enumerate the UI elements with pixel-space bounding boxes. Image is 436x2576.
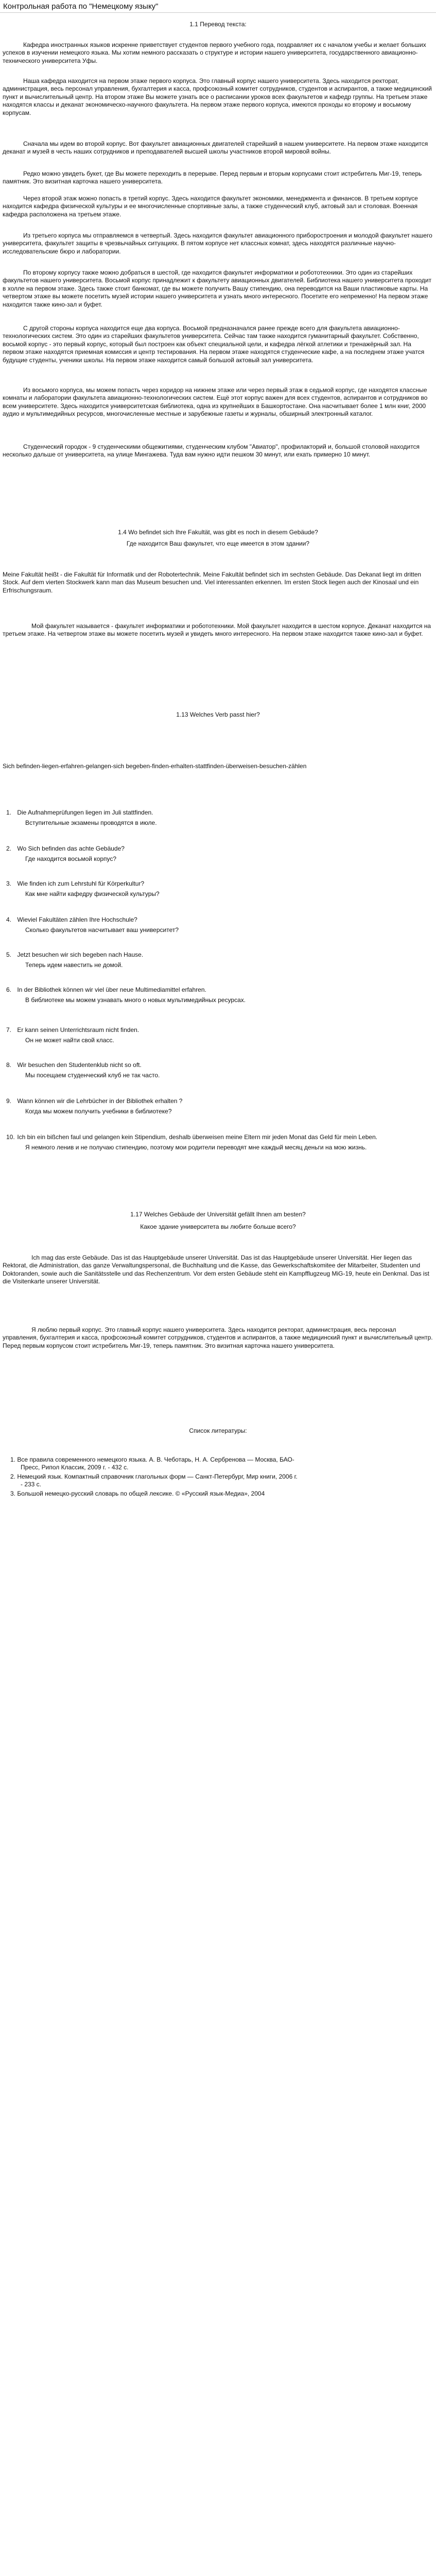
paragraph: Через второй этаж можно попасть в третий корпус. Здесь находится факультет экономики, менеджмента и финансов. В третьем корпусе находится кафедра физической культуры и ее многочисленные спортивные залы, а также студенческий клуб, актовый зал и столовая. Военная кафедра расположена на третьем этаже. [3, 195, 418, 218]
exercise-item [6, 986, 428, 1005]
item-answer: Когда мы можем получить учебники в библиотеке? [25, 1108, 172, 1115]
item-answer: Теперь идем навестить не домой. [25, 961, 123, 969]
item-text: Jetzt besuchen wir sich begeben nach Hause. [17, 951, 144, 958]
item-text: Wieviel Fakultäten zählen Ihre Hochschule? [17, 916, 137, 923]
exercise-item [6, 1061, 428, 1080]
section-heading-1-13: 1.13 Welches Verb passt hier? [176, 711, 260, 718]
item-text: Wann können wir die Lehrbücher in der Bibliothek erhalten ? [17, 1097, 183, 1105]
exercise-item [6, 951, 428, 970]
paragraph: Мой факультет называется - факультет информатики и робототехники. Мой факультет находится в шестом корпусе. Деканат находится на третьем этаже. На четвертом этаже вы можете посетить музей и увидеть много интересного. На первом этаже находится также кино-зал и буфет. [3, 622, 431, 638]
exercise-item [6, 809, 428, 827]
exercise-item [6, 1097, 428, 1116]
item-number: 3. [6, 880, 12, 887]
paragraph: Из третьего корпуса мы отправляемся в четвертый. Здесь находится факультет авиационного приборостроения и молодой факультет нашего университета, факультет защиты в чрезвычайных ситуациях. В пятом корпусе нет классных комнат, здесь находятся различные научно-исследовательские бюро и лаборатории. [3, 232, 432, 255]
paragraph: Сначала мы идем во второй корпус. Вот факультет авиационных двигателей старейший в нашем университете. На первом этаже находится деканат и музей в честь наших сотрудников и преподавателей высшей школы участников второй мировой войны. [3, 140, 428, 156]
exercise-item [6, 845, 428, 863]
paragraph: Наша кафедра находится на первом этаже первого корпуса. Это главный корпус нашего университета. Здесь находится ректорат, администрация, весь персонал управления, бухгалтерия и касса, профсоюзный комитет сотрудников, студентов и аспирантов, а также медицинский пункт и вычислительный центр. На втором этаже Вы можете узнать все о расписании уроков всех факультетов и кафедр группы. На третьем этаже находятся классы и деканат экономическо-научного факультета. На первом этаже первого корпуса, имеются проходы ко второму и восьмому корпусам. [3, 77, 432, 116]
section-heading-1-1: 1.1 Перевод текста: [189, 21, 247, 28]
item-answer: Мы посещаем студенческий клуб не так часто. [25, 1072, 160, 1079]
section-subheading-1-17: Какое здание университета вы любите больше всего? [140, 1223, 296, 1230]
paragraph: С другой стороны корпуса находится еще два корпуса. Восьмой предназначался ранее прежде всего для факультета авиационно-технологических систем. Это один из старейших факультетов университета. Сейчас там также находится гуманитарный факультет. Собственно, восьмой корпус - это первый корпус, который был построен как объект специальной цели, и кафедра лёгкой атлетики и тренажёрный зал. На первом этаже находятся приемная комиссия и центр тестирования. На первом этаже находятся студенческие кафе, а на последнем этаже учатся будущие студенты, ученики школы. На первом этаже находится самый большой актовый зал университета. [3, 325, 425, 364]
literature-heading: Список литературы: [189, 1427, 247, 1434]
item-number: 2. [6, 845, 12, 852]
item-number: 5. [6, 951, 12, 958]
literature-list [10, 1456, 299, 1499]
section-subheading-1-4: Где находится Ваш факультет, что еще имеется в этом здании? [126, 540, 310, 547]
item-number: 1. [6, 809, 12, 816]
paragraph: По второму корпусу также можно добраться в шестой, где находится факультет информатики и робототехники. Это один из старейших факультетов нашего университета. Восьмой корпус принадлежит к факультету авиационных двигателей. Библиотека нашего университета проходит в холле на первом этаже. Здесь также стоит банкомат, где вы можете получить Вашу стипендию, она переводится на Ваши пластиковые карты. На четвертом этаже вы можете посетить музей истории нашего университета и узнать много интересного. Посетите его непременно! На первом этаже находится также кино-зал и буфет. [3, 269, 432, 308]
item-number: 7. [6, 1026, 12, 1033]
paragraph: Я люблю первый корпус. Это главный корпус нашего университета. Здесь находится ректорат, администрация, весь персонал управления, бухгалтерия и касса, профсоюзный комитет сотрудников, студентов и аспирантов, а также медицинский пункт и вычислительный центр. Перед первым корпусом стоит истребитель Миг-19, теперь памятник. Это визитная карточка нашего университета. [3, 1326, 433, 1349]
literature-item: 3. Большой немецко-русский словарь по общей лексике. © «Русский язык-Медиа», 2004 [10, 1489, 265, 1497]
paragraph: Кафедра иностранных языков искренне приветствует студентов первого учебного года, поздравляет их с началом учебы и желает больших успехов в изучении немецкого языка. Мы хотим немного рассказать о структуре и истории нашего университета, государственного авиационно-технического университета Уфы. [3, 41, 426, 64]
paragraph: Из восьмого корпуса, мы можем попасть через коридор на нижнем этаже или через первый этаж в седьмой корпус, где находятся классные комнаты и лаборатории факультета авиационно-технологических систем. Ещё этот корпус важен для всех студентов, аспирантов и сотрудников во всем университете. Здесь находится университетская библиотека, одна из крупнейших в Башкортостане. Она насчитывает более 1 млн книг, 2000 аудио и мультимедийных ресурсов, многочисленные местные и зарубежные газеты и журналы, обширный электронный каталог. [3, 386, 428, 418]
item-text: Wie finden ich zum Lehrstuhl für Körperkultur? [17, 880, 145, 887]
literature-item: 1. Все правила современного немецкого языка. А. В. Чеботарь, Н. А. Сербренова — Москва, БАО-Пресс, Рипол Классик, 2009 г. - 432 с. [10, 1456, 294, 1471]
item-answer: Вступительные экзамены проводятся в июле. [25, 819, 157, 827]
item-text: Die Aufnahmeprüfungen liegen im Juli stattfinden. [17, 809, 153, 816]
item-number: 6. [6, 986, 12, 993]
exercise-item [6, 916, 428, 935]
section-heading-1-4: 1.4 Wo befindet sich Ihre Fakultät, was gibt es noch in diesem Gebäude? [118, 529, 318, 536]
verb-list: Sich befinden-liegen-erfahren-gelangen-sich begeben-finden-erhalten-stattfinden-überweisen-besuchen-zählen [3, 762, 307, 770]
paragraph: Meine Fakultät heißt - die Fakultät für Informatik und der Robotertechnik. Meine Fakultät befindet sich im sechsten Gebäude. Das Dekanat liegt im dritten Stock. Auf dem vierten Stockwerk kann man das Museum besuchen und. Viel interessanten erkennen. Im ersten Stock liegen auch der Kinosaal und ein Erfrischungsraum. [3, 571, 422, 594]
item-text: Wir besuchen den Studentenklub nicht so oft. [17, 1061, 142, 1069]
item-answer: Я немного ленив и не получаю стипендию, поэтому мои родители переводят мне каждый месяц деньги на мою жизнь. [25, 1144, 367, 1151]
item-answer: Как мне найти кафедру физической культуры? [25, 890, 160, 898]
literature-item: 2. Немецкий язык. Компактный справочник глагольных форм — Санкт-Петербург, Мир книги, 2006 г. - 233 с. [10, 1472, 298, 1488]
item-number: 9. [6, 1097, 12, 1105]
title-divider [0, 12, 436, 13]
exercise-item [6, 1026, 428, 1045]
item-number: 10. [6, 1133, 15, 1141]
item-text: Er kann seinen Unterrichtsraum nicht finden. [17, 1026, 139, 1033]
item-text: Wo Sich befinden das achte Gebäude? [17, 845, 125, 852]
item-number: 8. [6, 1061, 12, 1069]
item-number: 4. [6, 916, 12, 923]
paragraph: Студенческий городок - 9 студенческими общежитиями, студенческим клубом "Авиатор", профилакторий и, большой столовой находится несколько дальше от университета, на улице Мингажева. Туда вам нужно идти пешком 30 минут, или ехать примерно 10 минут. [3, 443, 420, 459]
paragraph: Редко можно увидеть букет, где Вы можете переходить в перерыве. Перед первым и вторым корпусами стоит истребитель Миг-19, теперь памятник. Это визитная карточка нашего университета. [3, 170, 422, 185]
item-text: In der Bibliothek können wir viel über neue Multimediamittel erfahren. [17, 986, 206, 993]
document-title: Контрольная работа по "Немецкому языку" [3, 2, 159, 11]
exercise-item [6, 1133, 428, 1152]
exercise-item [6, 880, 428, 899]
item-answer: Он не может найти свой класс. [25, 1037, 114, 1044]
item-answer: В библиотеке мы можем узнавать много о новых мультимедийных ресурсах. [25, 996, 246, 1004]
item-answer: Сколько факультетов насчитывает ваш университет? [25, 926, 179, 934]
section-heading-1-17: 1.17 Welches Gebäude der Universität gefällt Ihnen am besten? [130, 1211, 306, 1218]
item-answer: Где находится восьмой корпус? [25, 855, 117, 863]
item-text: Ich bin ein bißchen faul und gelangen kein Stipendium, deshalb überweisen meine Eltern mir jeden Monat das Geld für mein Leben. [17, 1133, 378, 1141]
paragraph: Ich mag das erste Gebäude. Das ist das Hauptgebäude unserer Universität. Das ist das Hauptgebäude unserer Universität. Hier liegen das Rektorat, die Administration, das ganze Verwaltungspersonal, die Buchhaltung und die Kasse, das Gewerkschaftskomitee der Mitarbeiter, Studenten und Doktoranden, sowie auch die Sanitätsstelle und das Rechenzentrum. Vor dem ersten Gebäude steht ein Kampfflugzeug MiG-19, heute ein Denkmal. Das ist die Visitenkarte unserer Universität. [3, 1254, 429, 1285]
